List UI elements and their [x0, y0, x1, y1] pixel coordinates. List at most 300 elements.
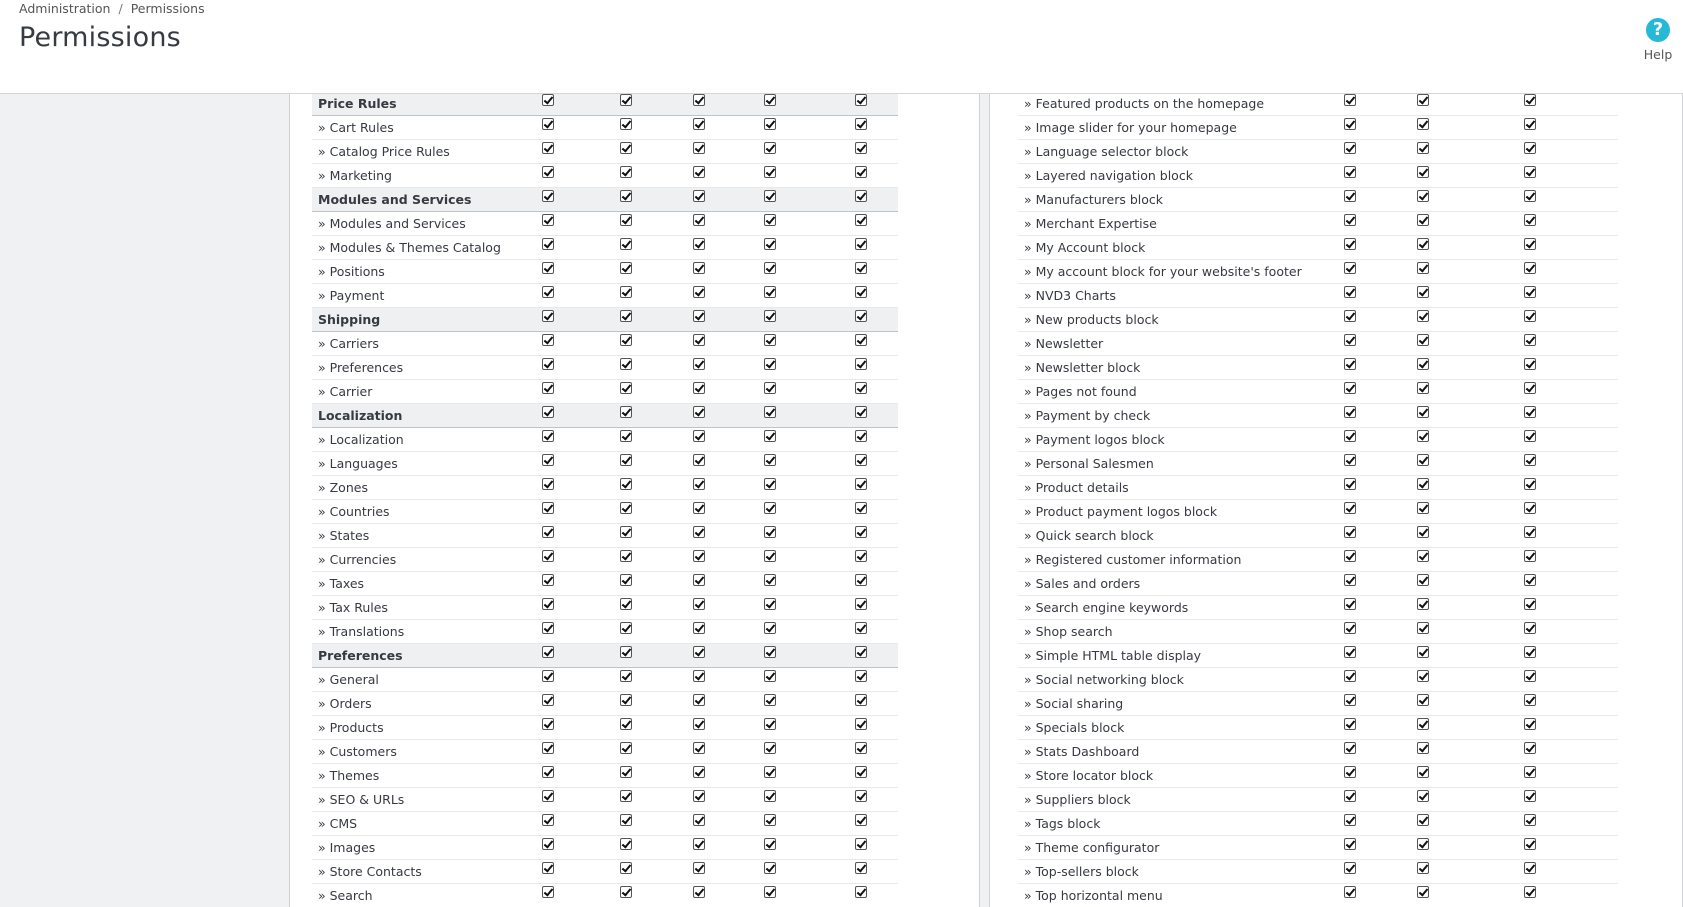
- permission-checkbox[interactable]: [1344, 814, 1356, 826]
- permission-checkbox[interactable]: [1524, 142, 1536, 154]
- permission-checkbox[interactable]: [620, 814, 632, 826]
- permission-checkbox[interactable]: [620, 670, 632, 682]
- permission-checkbox[interactable]: [1344, 598, 1356, 610]
- permission-checkbox[interactable]: [764, 94, 776, 106]
- permission-checkbox[interactable]: [693, 214, 705, 226]
- permission-checkbox[interactable]: [855, 430, 867, 442]
- permission-checkbox[interactable]: [764, 382, 776, 394]
- permission-row: [312, 692, 898, 716]
- permission-checkbox[interactable]: [693, 766, 705, 778]
- module-permission-row: [1018, 692, 1618, 716]
- permission-checkbox[interactable]: [1524, 118, 1536, 130]
- permission-checkbox[interactable]: [1417, 526, 1429, 538]
- permission-checkbox[interactable]: [1524, 94, 1536, 106]
- permission-checkbox[interactable]: [1344, 358, 1356, 370]
- permission-checkbox[interactable]: [693, 526, 705, 538]
- permission-checkbox[interactable]: [1524, 790, 1536, 802]
- permission-cell: [542, 620, 620, 644]
- permission-checkbox[interactable]: [1417, 478, 1429, 490]
- question-circle-icon[interactable]: ?: [1646, 18, 1670, 42]
- permission-cell: [1417, 524, 1524, 548]
- permission-checkbox[interactable]: [542, 622, 554, 634]
- permission-checkbox[interactable]: [855, 262, 867, 274]
- permission-checkbox[interactable]: [1417, 718, 1429, 730]
- permission-checkbox[interactable]: [620, 166, 632, 178]
- permission-checkbox[interactable]: [620, 94, 632, 106]
- permission-checkbox[interactable]: [1417, 790, 1429, 802]
- permission-checkbox[interactable]: [620, 766, 632, 778]
- permission-checkbox[interactable]: [620, 838, 632, 850]
- permission-checkbox[interactable]: [1417, 286, 1429, 298]
- permission-checkbox[interactable]: [1344, 742, 1356, 754]
- permission-checkbox[interactable]: [542, 838, 554, 850]
- permission-checkbox[interactable]: [1524, 478, 1536, 490]
- permission-checkbox[interactable]: [1417, 358, 1429, 370]
- permission-checkbox[interactable]: [855, 766, 867, 778]
- permission-cell: [1344, 94, 1417, 116]
- permission-checkbox[interactable]: [855, 814, 867, 826]
- permission-checkbox[interactable]: [1344, 142, 1356, 154]
- permission-checkbox[interactable]: [764, 238, 776, 250]
- permission-checkbox[interactable]: [1344, 838, 1356, 850]
- permission-checkbox[interactable]: [620, 598, 632, 610]
- permission-checkbox[interactable]: [693, 742, 705, 754]
- permission-checkbox[interactable]: [1524, 886, 1536, 898]
- permission-checkbox[interactable]: [620, 358, 632, 370]
- permission-checkbox[interactable]: [855, 742, 867, 754]
- permission-checkbox[interactable]: [1417, 670, 1429, 682]
- permission-checkbox[interactable]: [764, 598, 776, 610]
- permission-checkbox[interactable]: [542, 262, 554, 274]
- permission-checkbox[interactable]: [1344, 382, 1356, 394]
- row-label: » SEO & URLs: [312, 788, 542, 812]
- permission-checkbox[interactable]: [620, 310, 632, 322]
- permission-checkbox[interactable]: [620, 502, 632, 514]
- permission-checkbox[interactable]: [764, 334, 776, 346]
- permission-checkbox[interactable]: [1524, 286, 1536, 298]
- permission-checkbox[interactable]: [1524, 766, 1536, 778]
- permission-checkbox[interactable]: [764, 526, 776, 538]
- permission-checkbox[interactable]: [693, 94, 705, 106]
- permission-checkbox[interactable]: [620, 406, 632, 418]
- permission-checkbox[interactable]: [693, 358, 705, 370]
- breadcrumb-parent[interactable]: Administration: [19, 1, 111, 16]
- permission-checkbox[interactable]: [855, 790, 867, 802]
- permission-checkbox[interactable]: [693, 718, 705, 730]
- permission-checkbox[interactable]: [764, 766, 776, 778]
- permission-checkbox[interactable]: [620, 142, 632, 154]
- permission-checkbox[interactable]: [1524, 238, 1536, 250]
- permission-checkbox[interactable]: [764, 502, 776, 514]
- permission-checkbox[interactable]: [620, 334, 632, 346]
- permission-checkbox[interactable]: [542, 310, 554, 322]
- permission-checkbox[interactable]: [1344, 406, 1356, 418]
- module-permission-row: [1018, 476, 1618, 500]
- permission-checkbox[interactable]: [693, 622, 705, 634]
- permission-checkbox[interactable]: [855, 646, 867, 658]
- permission-checkbox[interactable]: [1524, 406, 1536, 418]
- permission-checkbox[interactable]: [542, 670, 554, 682]
- permission-checkbox[interactable]: [1344, 214, 1356, 226]
- permission-cell: [855, 380, 898, 404]
- permission-checkbox[interactable]: [764, 550, 776, 562]
- permission-checkbox[interactable]: [1417, 214, 1429, 226]
- permission-checkbox[interactable]: [620, 118, 632, 130]
- permission-checkbox[interactable]: [1417, 430, 1429, 442]
- permission-cell: [855, 188, 898, 212]
- permission-checkbox[interactable]: [764, 622, 776, 634]
- permission-checkbox[interactable]: [764, 406, 776, 418]
- permission-checkbox[interactable]: [542, 814, 554, 826]
- permission-checkbox[interactable]: [855, 838, 867, 850]
- permission-checkbox[interactable]: [1344, 430, 1356, 442]
- permission-checkbox[interactable]: [855, 214, 867, 226]
- permission-checkbox[interactable]: [1344, 886, 1356, 898]
- permission-checkbox[interactable]: [1417, 262, 1429, 274]
- permission-checkbox[interactable]: [855, 334, 867, 346]
- permission-checkbox[interactable]: [1344, 310, 1356, 322]
- permission-checkbox[interactable]: [764, 838, 776, 850]
- module-permission-row: [1018, 452, 1618, 476]
- permission-checkbox[interactable]: [1524, 334, 1536, 346]
- permission-checkbox[interactable]: [1417, 574, 1429, 586]
- permission-checkbox[interactable]: [620, 718, 632, 730]
- permission-checkbox[interactable]: [620, 694, 632, 706]
- permission-checkbox[interactable]: [620, 238, 632, 250]
- permission-checkbox[interactable]: [620, 214, 632, 226]
- permission-checkbox[interactable]: [1344, 574, 1356, 586]
- permission-checkbox[interactable]: [693, 454, 705, 466]
- permission-checkbox[interactable]: [1524, 262, 1536, 274]
- permission-checkbox[interactable]: [542, 142, 554, 154]
- permission-checkbox[interactable]: [764, 142, 776, 154]
- row-label: » Tax Rules: [312, 596, 542, 620]
- permission-checkbox[interactable]: [1344, 286, 1356, 298]
- permission-checkbox[interactable]: [1417, 838, 1429, 850]
- permission-checkbox[interactable]: [693, 862, 705, 874]
- permission-checkbox[interactable]: [1344, 478, 1356, 490]
- permission-cell: [764, 332, 855, 356]
- permission-checkbox[interactable]: [1417, 622, 1429, 634]
- permission-checkbox[interactable]: [693, 694, 705, 706]
- permission-checkbox[interactable]: [764, 886, 776, 898]
- permission-checkbox[interactable]: [1524, 646, 1536, 658]
- permission-checkbox[interactable]: [542, 382, 554, 394]
- permission-cell: [620, 836, 693, 860]
- permission-checkbox[interactable]: [1417, 598, 1429, 610]
- permission-checkbox[interactable]: [764, 190, 776, 202]
- permission-checkbox[interactable]: [693, 406, 705, 418]
- permission-checkbox[interactable]: [1417, 646, 1429, 658]
- permission-checkbox[interactable]: [1417, 694, 1429, 706]
- permission-checkbox[interactable]: [764, 430, 776, 442]
- permission-checkbox[interactable]: [620, 526, 632, 538]
- permission-checkbox[interactable]: [855, 862, 867, 874]
- permission-checkbox[interactable]: [764, 862, 776, 874]
- permission-checkbox[interactable]: [1524, 526, 1536, 538]
- permission-checkbox[interactable]: [693, 334, 705, 346]
- permission-checkbox[interactable]: [764, 166, 776, 178]
- permission-checkbox[interactable]: [542, 238, 554, 250]
- permission-checkbox[interactable]: [764, 646, 776, 658]
- permission-checkbox[interactable]: [693, 790, 705, 802]
- permission-checkbox[interactable]: [764, 574, 776, 586]
- permission-checkbox[interactable]: [1417, 814, 1429, 826]
- permission-checkbox[interactable]: [855, 670, 867, 682]
- permission-checkbox[interactable]: [1417, 190, 1429, 202]
- permission-checkbox[interactable]: [1417, 166, 1429, 178]
- permission-checkbox[interactable]: [542, 742, 554, 754]
- permission-checkbox[interactable]: [542, 118, 554, 130]
- permission-checkbox[interactable]: [1524, 430, 1536, 442]
- permission-checkbox[interactable]: [1524, 862, 1536, 874]
- permission-checkbox[interactable]: [1524, 166, 1536, 178]
- permission-checkbox[interactable]: [855, 694, 867, 706]
- permission-checkbox[interactable]: [764, 454, 776, 466]
- permission-checkbox[interactable]: [1344, 454, 1356, 466]
- permission-checkbox[interactable]: [855, 526, 867, 538]
- permission-checkbox[interactable]: [693, 190, 705, 202]
- permission-checkbox[interactable]: [764, 262, 776, 274]
- permission-checkbox[interactable]: [693, 118, 705, 130]
- permission-checkbox[interactable]: [693, 478, 705, 490]
- permission-checkbox[interactable]: [693, 838, 705, 850]
- permission-checkbox[interactable]: [542, 526, 554, 538]
- permission-checkbox[interactable]: [620, 478, 632, 490]
- permission-checkbox[interactable]: [855, 550, 867, 562]
- permission-checkbox[interactable]: [764, 694, 776, 706]
- permission-checkbox[interactable]: [1524, 742, 1536, 754]
- permission-checkbox[interactable]: [620, 286, 632, 298]
- permission-checkbox[interactable]: [693, 886, 705, 898]
- permission-checkbox[interactable]: [1524, 190, 1536, 202]
- permission-checkbox[interactable]: [1417, 862, 1429, 874]
- permission-checkbox[interactable]: [855, 718, 867, 730]
- permission-checkbox[interactable]: [855, 478, 867, 490]
- permission-checkbox[interactable]: [1524, 598, 1536, 610]
- permission-checkbox[interactable]: [620, 262, 632, 274]
- permission-cell: [764, 836, 855, 860]
- permission-checkbox[interactable]: [620, 862, 632, 874]
- permission-checkbox[interactable]: [1524, 622, 1536, 634]
- permission-checkbox[interactable]: [764, 814, 776, 826]
- permission-checkbox[interactable]: [1417, 550, 1429, 562]
- permission-checkbox[interactable]: [620, 550, 632, 562]
- permission-checkbox[interactable]: [855, 238, 867, 250]
- permission-checkbox[interactable]: [1344, 238, 1356, 250]
- permission-checkbox[interactable]: [542, 574, 554, 586]
- permission-checkbox[interactable]: [542, 478, 554, 490]
- permission-checkbox[interactable]: [620, 622, 632, 634]
- permission-checkbox[interactable]: [1344, 670, 1356, 682]
- permission-checkbox[interactable]: [693, 262, 705, 274]
- permission-checkbox[interactable]: [764, 478, 776, 490]
- permission-checkbox[interactable]: [1417, 454, 1429, 466]
- permission-checkbox[interactable]: [542, 214, 554, 226]
- permission-checkbox[interactable]: [1524, 382, 1536, 394]
- permission-cell: [542, 260, 620, 284]
- permission-checkbox[interactable]: [693, 574, 705, 586]
- permission-checkbox[interactable]: [855, 886, 867, 898]
- permission-checkbox[interactable]: [764, 718, 776, 730]
- permission-checkbox[interactable]: [1417, 334, 1429, 346]
- permission-checkbox[interactable]: [855, 190, 867, 202]
- permission-checkbox[interactable]: [764, 670, 776, 682]
- permission-checkbox[interactable]: [1344, 190, 1356, 202]
- permission-checkbox[interactable]: [620, 886, 632, 898]
- permission-checkbox[interactable]: [855, 118, 867, 130]
- permission-checkbox[interactable]: [620, 190, 632, 202]
- permission-checkbox[interactable]: [1344, 646, 1356, 658]
- permission-checkbox[interactable]: [1344, 502, 1356, 514]
- permission-cell: [620, 500, 693, 524]
- permission-checkbox[interactable]: [1524, 502, 1536, 514]
- permission-checkbox[interactable]: [542, 430, 554, 442]
- permission-checkbox[interactable]: [855, 142, 867, 154]
- permission-checkbox[interactable]: [542, 286, 554, 298]
- permission-checkbox[interactable]: [1417, 886, 1429, 898]
- permission-checkbox[interactable]: [1344, 622, 1356, 634]
- permission-checkbox[interactable]: [855, 622, 867, 634]
- help-button[interactable]: [1638, 18, 1678, 62]
- permission-checkbox[interactable]: [693, 166, 705, 178]
- permission-checkbox[interactable]: [542, 358, 554, 370]
- permission-checkbox[interactable]: [693, 598, 705, 610]
- permission-checkbox[interactable]: [542, 190, 554, 202]
- permission-checkbox[interactable]: [620, 430, 632, 442]
- permission-checkbox[interactable]: [542, 454, 554, 466]
- permission-checkbox[interactable]: [542, 862, 554, 874]
- permission-checkbox[interactable]: [1344, 334, 1356, 346]
- permission-checkbox[interactable]: [1344, 694, 1356, 706]
- permission-checkbox[interactable]: [542, 790, 554, 802]
- permission-checkbox[interactable]: [1417, 406, 1429, 418]
- permission-checkbox[interactable]: [1344, 94, 1356, 106]
- permission-row: [312, 236, 898, 260]
- permission-checkbox[interactable]: [542, 886, 554, 898]
- permission-checkbox[interactable]: [693, 646, 705, 658]
- permission-cell: [855, 668, 898, 692]
- permission-checkbox[interactable]: [1417, 238, 1429, 250]
- permission-checkbox[interactable]: [542, 406, 554, 418]
- permission-checkbox[interactable]: [764, 742, 776, 754]
- permission-checkbox[interactable]: [693, 670, 705, 682]
- permission-checkbox[interactable]: [1417, 502, 1429, 514]
- permission-checkbox[interactable]: [1344, 526, 1356, 538]
- permission-checkbox[interactable]: [855, 382, 867, 394]
- permission-checkbox[interactable]: [1344, 862, 1356, 874]
- permission-checkbox[interactable]: [1524, 718, 1536, 730]
- permission-checkbox[interactable]: [693, 502, 705, 514]
- permission-checkbox[interactable]: [1344, 262, 1356, 274]
- permission-checkbox[interactable]: [855, 406, 867, 418]
- permission-checkbox[interactable]: [693, 142, 705, 154]
- permission-checkbox[interactable]: [620, 646, 632, 658]
- permission-checkbox[interactable]: [693, 430, 705, 442]
- permission-checkbox[interactable]: [1524, 214, 1536, 226]
- permission-checkbox[interactable]: [1524, 838, 1536, 850]
- permission-checkbox[interactable]: [620, 790, 632, 802]
- permission-checkbox[interactable]: [764, 118, 776, 130]
- permission-checkbox[interactable]: [855, 94, 867, 106]
- permission-checkbox[interactable]: [620, 742, 632, 754]
- permission-checkbox[interactable]: [1344, 766, 1356, 778]
- permission-checkbox[interactable]: [1417, 742, 1429, 754]
- permission-checkbox[interactable]: [1344, 550, 1356, 562]
- module-label: » Tags block: [1018, 812, 1344, 836]
- permission-checkbox[interactable]: [764, 310, 776, 322]
- permission-checkbox[interactable]: [1344, 790, 1356, 802]
- permission-checkbox[interactable]: [620, 454, 632, 466]
- permission-checkbox[interactable]: [693, 814, 705, 826]
- permission-checkbox[interactable]: [855, 454, 867, 466]
- permission-checkbox[interactable]: [693, 382, 705, 394]
- permission-checkbox[interactable]: [1524, 454, 1536, 466]
- permission-checkbox[interactable]: [855, 310, 867, 322]
- permission-cell: [542, 716, 620, 740]
- permission-checkbox[interactable]: [693, 286, 705, 298]
- permission-checkbox[interactable]: [620, 382, 632, 394]
- permission-checkbox[interactable]: [764, 358, 776, 370]
- permission-checkbox[interactable]: [1417, 142, 1429, 154]
- permission-checkbox[interactable]: [1524, 574, 1536, 586]
- permission-checkbox[interactable]: [542, 646, 554, 658]
- permission-checkbox[interactable]: [542, 334, 554, 346]
- permission-checkbox[interactable]: [542, 550, 554, 562]
- permission-checkbox[interactable]: [542, 598, 554, 610]
- permission-checkbox[interactable]: [693, 310, 705, 322]
- permission-checkbox[interactable]: [1344, 166, 1356, 178]
- permission-checkbox[interactable]: [764, 790, 776, 802]
- permission-checkbox[interactable]: [693, 238, 705, 250]
- permission-checkbox[interactable]: [764, 214, 776, 226]
- permission-checkbox[interactable]: [542, 94, 554, 106]
- permission-checkbox[interactable]: [1417, 94, 1429, 106]
- permission-checkbox[interactable]: [1524, 358, 1536, 370]
- permission-checkbox[interactable]: [542, 718, 554, 730]
- permission-checkbox[interactable]: [855, 166, 867, 178]
- permission-checkbox[interactable]: [1524, 694, 1536, 706]
- permission-cell: [1417, 164, 1524, 188]
- permission-checkbox[interactable]: [1524, 310, 1536, 322]
- permission-checkbox[interactable]: [693, 550, 705, 562]
- permission-checkbox[interactable]: [855, 598, 867, 610]
- permission-checkbox[interactable]: [1417, 382, 1429, 394]
- permission-checkbox[interactable]: [542, 766, 554, 778]
- permission-checkbox[interactable]: [764, 286, 776, 298]
- permission-checkbox[interactable]: [620, 574, 632, 586]
- permission-checkbox[interactable]: [855, 574, 867, 586]
- permission-checkbox[interactable]: [855, 286, 867, 298]
- permission-checkbox[interactable]: [1524, 550, 1536, 562]
- permission-checkbox[interactable]: [855, 358, 867, 370]
- permission-checkbox[interactable]: [1417, 118, 1429, 130]
- permission-checkbox[interactable]: [542, 166, 554, 178]
- module-label: » Featured products on the homepage: [1018, 94, 1344, 116]
- permission-cell: [693, 596, 764, 620]
- permission-checkbox[interactable]: [1344, 118, 1356, 130]
- permission-checkbox[interactable]: [1344, 718, 1356, 730]
- permission-checkbox[interactable]: [1417, 310, 1429, 322]
- permission-checkbox[interactable]: [542, 694, 554, 706]
- permission-cell: [542, 884, 620, 907]
- permission-checkbox[interactable]: [1524, 814, 1536, 826]
- permission-checkbox[interactable]: [542, 502, 554, 514]
- permission-cell: [1417, 260, 1524, 284]
- permission-checkbox[interactable]: [855, 502, 867, 514]
- permission-checkbox[interactable]: [1524, 670, 1536, 682]
- permission-checkbox[interactable]: [1417, 766, 1429, 778]
